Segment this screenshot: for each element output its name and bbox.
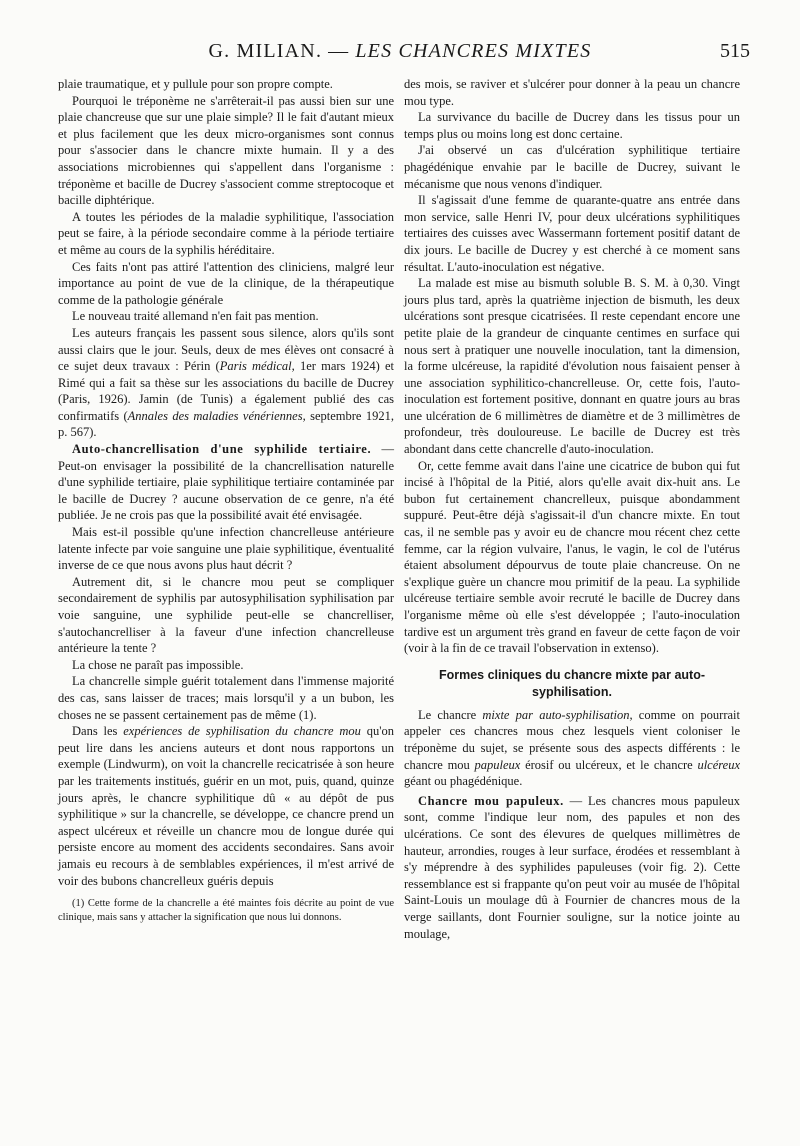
paragraph: A toutes les périodes de la maladie syphilitique, l'association peut se faire, à la période secondaire comme à la période tertiaire et même au cours de la syphilis héréditaire.: [58, 209, 394, 257]
text-run: Les auteurs français les passent sous silence, alors qu'ils sont aussi clairs que le jour. Seuls, deux de mes élèves ont consacré à ce sujet deux travaux : Périn (: [58, 325, 394, 374]
right-column: [404, 76, 740, 942]
running-header: [60, 40, 750, 70]
page-number: 515: [720, 40, 750, 62]
paragraph: Ces faits n'ont pas attiré l'attention des cliniciens, malgré leur importance au point de vue de la clinique, de la thérapeutique comme de la pathologie générale: [58, 259, 394, 307]
emphasis: expériences de syphilisation du chancre mou: [123, 724, 361, 739]
text-run: Le chancre: [418, 707, 483, 722]
paragraph: [404, 707, 740, 790]
paragraph: [58, 325, 394, 441]
paragraph: Or, cette femme avait dans l'aine une cicatrice de bubon qui fut incisé à l'hôpital de la Pitié, alors qu'elle avait dix-huit ans. Le bubon fut certainement chancrelleux, puisque abondamment suppuré. Peut-être déjà s'agissait-il d'un chancre mixte. En tout cas, il ne semble pas y avoir eu de chancre mou récent chez cette femme, car la région vulvaire, l'anus, le vagin, le col de l'utérus étaient absolument dépourvus de toute plaie chancreuse. On ne s'explique guère un chancre mou primitif de la peau. La syphilide ulcéreuse tertiaire semble avoir recruté le bacille de Ducrey dans l'organisme même où elle s'est développée ; l'auto-inoculation tardive est un argument très grand en faveur de cette façon de voir (voir à la fin de ce travail l'observation in extenso).: [404, 458, 740, 656]
text-run: 1er mars 1924) et Rimé qui a fait sa thèse sur les associations du bacille de Ducrey (Paris, 1926). Jamin (de Tunis) a également publié des cas confirmatifs (: [58, 359, 394, 423]
paragraph: Il s'agissait d'une femme de quarante-quatre ans entrée dans mon service, salle Henri IV, pour deux ulcérations syphilitiques tertiaires des cuisses avec Wassermann fortement positif datant de dix jours. Le bacille de Ducrey y est cherché à ce moment sans résultat. L'auto-inoculation est négative.: [404, 193, 740, 274]
header-article-title: LES CHANCRES MIXTES: [355, 40, 592, 62]
paragraph: Le nouveau traité allemand n'en fait pas mention.: [72, 309, 319, 324]
paragraph: La malade est mise au bismuth soluble B. S. M. à 0,30. Vingt jours plus tard, après la quatrième injection de bismuth, les deux ulcérations sont presque cicatrisées. Il reste cependant encore une petite plaie de la grandeur de cinquante centimes en surface qui nous sert à pratiquer une nouvelle inoculation, tant la dimension, la forme ulcéreuse, la rapidité d'évolution nous faisaient penser à une association syphilitico-chancrelleuse. Or, cette fois, l'auto-inoculation est fortement positive, donnant en quatre jours au bras une ulcération de 6 millimètres de diamètre et de 3 millimètres de profondeur, très douloureuse. Le bacille de Ducrey est très abondant dans cette chancrelle d'auto-inoculation.: [404, 276, 740, 457]
text-run: comme on pourrait appeler ces chancres mous chez lesquels vient coloniser le tréponème du sujet, se présente sous des aspects différents : le chancre mou: [404, 707, 740, 772]
paragraph: [58, 441, 394, 524]
paragraph: J'ai observé un cas d'ulcération syphilitique tertiaire phagédénique envahie par le bacille de Ducrey, suivant le mécanisme que nous venons d'indiquer.: [404, 143, 740, 191]
text-run: érosif ou ulcéreux, et le chancre: [520, 757, 698, 772]
emphasis: papuleux: [474, 757, 521, 772]
footnote: (1) Cette forme de la chancrelle a été maintes fois décrite au point de vue clinique, mais sans y attacher la signification que nous lui donnons.: [58, 898, 394, 924]
text-run: Dans les: [72, 724, 124, 739]
paragraph: La chose ne paraît pas impossible.: [72, 657, 244, 672]
paragraph: Pourquoi le tréponème ne s'arrêterait-il pas aussi bien sur une plaie chancreuse que sur une plaie simple? Il le fait d'autant mieux et plus facilement que les deux micro-organismes sont connus pour s'associer dans le chancre mixte humain. Il y a des associations microbiennes qui s'appellent dans l'organisme : tréponème et bacille de Ducrey s'associent comme streptocoque et bacille diphtérique.: [58, 93, 394, 208]
paragraph: plaie traumatique, et y pullule pour son propre compte.: [58, 77, 333, 91]
paragraph: des mois, se raviver et s'ulcérer pour donner à la peau un chancre mou type.: [404, 77, 740, 108]
paragraph: La chancrelle simple guérit totalement dans l'immense majorité des cas, sans laisser de traces; mais lorsqu'il y a un bubon, les choses ne se passent certainement pas de même (1).: [58, 674, 394, 722]
citation-journal: Annales des maladies vénériennes,: [127, 408, 306, 423]
text-run: — Peut-on envisager la possibilité de la chancrellisation naturelle d'une syphilide tertiaire, plaie syphilitique tertiaire contaminée par le bacille de Ducrey ? aucune observation de ce genre, n'a été publiée. Je ne crois pas que la possibilité avait été envisagée.: [58, 442, 394, 523]
emphasis: ulcéreux: [697, 757, 741, 772]
run-in-heading: Chancre mou papuleux.: [418, 793, 564, 808]
left-column: [58, 76, 394, 925]
header-separator: —: [328, 40, 350, 62]
paragraph: [404, 793, 740, 942]
running-title: [60, 40, 740, 63]
text-run: géant ou phagédénique.: [404, 774, 523, 789]
section-heading: Formes cliniques du chancre mixte par auto-syphilisation.: [438, 667, 706, 699]
text-run: — Les chancres mous papuleux sont, comme l'indique leur nom, des papules et non des ulcérations. Ce sont des élevures de quelques millimètres de hauteur, arrondies, rouges à leur surface, érodées et ressemblant à s'y méprendre à des syphilides papuleuses (voir fig. 2). Cette ressemblance est si frappante qu'on peut voir au musée de l'hôpital Saint-Louis un moulage dû à Fournier de chancres mous de la verge saillants, dont Fournier souligne, sur la notice jointe au moulage,: [404, 793, 740, 941]
citation-journal: Paris médical,: [219, 359, 295, 374]
header-author: G. MILIAN.: [208, 40, 323, 62]
text-run: qu'on peut lire dans les anciens auteurs et dont nous rapportons un exemple (Lindwurm), on voit la chancrelle recicatrisée à son heure par les traitements institués, guérir en un mot, puis, quand, quinze jours après, le chancre syphilitique dû « au dépôt de pus syphilitique » sur la chancrelle, se développe, ce chancre prend un aspect ulcéreux et réveille un chancre mou de longue durée qui persiste encore au moment des accidents secondaires. Sans avoir jamais eu recours à de semblables expériences, il m'est arrivé de voir des bubons chancrelleux guéris depuis: [58, 724, 394, 888]
paragraph: Mais est-il possible qu'une infection chancrelleuse antérieure latente infecte par voie sanguine une plaie syphilitique, éventualité inverse de ce que nous avons plus haut décrit ?: [58, 525, 394, 573]
run-in-heading: Auto-chancrellisation d'une syphilide tertiaire.: [72, 442, 372, 457]
paragraph: Autrement dit, si le chancre mou peut se compliquer secondairement de syphilis par autosyphilisation syphilisation par voie sanguine, une syphilide peut-elle se chancrelliser, s'autochancrelliser à la faveur d'une infection chancrelleuse antérieure la tente ?: [58, 574, 394, 656]
emphasis: mixte par auto-syphilisation,: [482, 707, 633, 722]
text-run: septembre 1921, p. 567).: [58, 408, 394, 440]
paragraph: [58, 723, 394, 889]
paragraph: La survivance du bacille de Ducrey dans les tissus pour un temps plus ou moins long est donc certaine.: [404, 110, 740, 141]
